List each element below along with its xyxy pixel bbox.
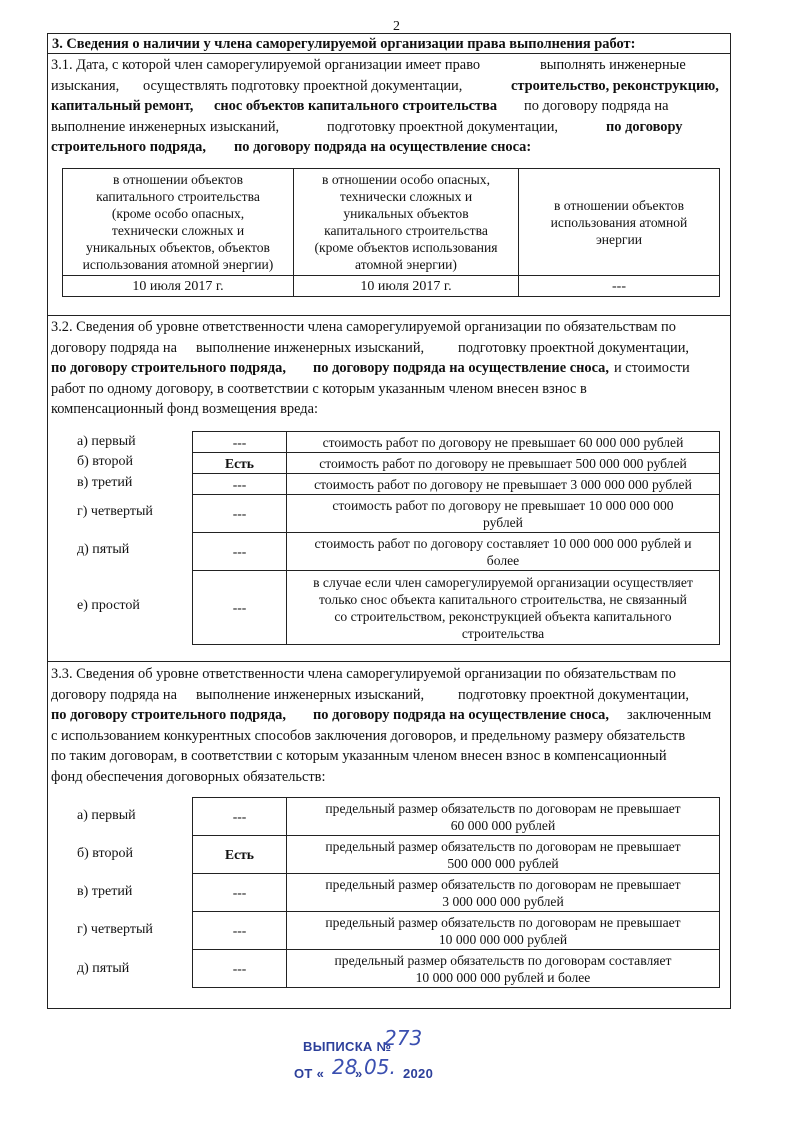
level-desc: предельный размер обязательств по договорам составляет 10 000 000 000 рублей и более [287,950,720,988]
level-desc: предельный размер обязательств по договорам не превышает 3 000 000 000 рублей [287,874,720,912]
p31-line4a: выполнение инженерных изысканий, [51,119,280,135]
p32-line2b: выполнение инженерных изысканий, [196,340,425,356]
p33-line1: 3.3. Сведения об уровне ответственности члена саморегулируемой организации по обязательствам по [51,666,676,682]
table-3-2 [192,431,720,645]
p33-line2c: подготовку проектной документации, [458,687,690,703]
level-desc: предельный размер обязательств по договорам не превышает 60 000 000 рублей [287,798,720,836]
p31-line2c: строительство, реконструкцию, [511,78,719,94]
p32-line5: компенсационный фонд возмещения вреда: [51,401,318,417]
p32-line4: работ по одному договору, в соответствии с которым указанным членом внесен взнос в [51,381,587,397]
table-3-1-header-1: в отношении объектов капитального строительства (кроме особо опасных, технически сложных и уникальных объектов, объектов использования атомной энергии) [63,169,294,276]
level-desc: в случае если член саморегулируемой организации осуществляет только снос объекта капитального строительства, не связанный со строительством, реконструкцией объекта капитального строительства [287,571,720,645]
level-3-3-label: а) первый [77,808,136,823]
p31-line2b: осуществлять подготовку проектной документации, [143,78,463,94]
p33-line4: с использованием конкурентных способов заключения договоров, и предельному размеру обязательств [51,728,686,744]
level-mark: --- [193,950,287,988]
table-3-3 [192,797,720,988]
level-3-3-label: в) третий [77,884,133,899]
divider-3-2 [47,315,731,316]
table-3-1-header-3: в отношении объектов использования атомной энергии [519,169,720,276]
table-3-1-value-1: 10 июля 2017 г. [63,276,294,297]
table-row [193,474,720,495]
level-desc: стоимость работ по договору не превышает 500 000 000 рублей [287,453,720,474]
p31-line3a: капитальный ремонт, [51,98,194,114]
p31-line5b: по договору подряда на осуществление сноса: [234,139,532,155]
level-3-2-label: в) третий [77,475,133,490]
level-3-2-label: е) простой [77,598,140,613]
level-3-2-label: б) второй [77,454,133,469]
p31-line4c: по договору [606,119,683,135]
table-3-1-header-row [63,169,720,276]
table-row [193,453,720,474]
stamp-date-sep: » [355,1066,363,1081]
level-mark: --- [193,533,287,571]
table-row [193,836,720,874]
stamp-day: 28 [332,1055,358,1079]
level-mark: --- [193,798,287,836]
p33-line3a: по договору строительного подряда, [51,707,286,723]
table-3-1-value-2: 10 июля 2017 г. [294,276,519,297]
table-row [193,571,720,645]
section-title: 3. Сведения о наличии у члена саморегулируемой организации права выполнения работ: [52,36,636,52]
level-desc: стоимость работ по договору не превышает 60 000 000 рублей [287,432,720,453]
level-mark: --- [193,874,287,912]
p32-line3b: по договору подряда на осуществление сноса, [313,360,609,376]
level-mark: --- [193,495,287,533]
level-mark: --- [193,571,287,645]
level-3-3-label: б) второй [77,846,133,861]
divider-3-3 [47,661,731,662]
level-desc: предельный размер обязательств по договорам не превышает 500 000 000 рублей [287,836,720,874]
level-mark: --- [193,912,287,950]
table-row [193,950,720,988]
level-desc: стоимость работ по договору не превышает 3 000 000 000 рублей [287,474,720,495]
level-3-2-label: д) пятый [77,542,130,557]
table-3-1 [62,168,720,297]
table-row [193,912,720,950]
p33-line2b: выполнение инженерных изысканий, [196,687,425,703]
table-row [193,495,720,533]
p31-line2a: изыскания, [51,78,120,94]
level-mark: Есть [193,453,287,474]
stamp-year: 2020 [403,1066,434,1081]
stamp-month: 05. [364,1055,396,1079]
p31-line4b: подготовку проектной документации, [327,119,559,135]
p31-line3b: снос объектов капитального строительства [214,98,498,114]
level-mark: Есть [193,836,287,874]
p32-line2a: договору подряда на [51,340,177,356]
level-mark: --- [193,474,287,495]
table-row [193,798,720,836]
stamp-title: ВЫПИСКА № [303,1039,392,1054]
level-3-3-label: г) четвертый [77,922,153,937]
level-mark: --- [193,432,287,453]
p31-line3c: по договору подряда на [524,98,669,114]
level-desc: стоимость работ по договору не превышает 10 000 000 000 рублей [287,495,720,533]
p31-line1: 3.1. Дата, с которой член саморегулируемой организации имеет право [51,57,481,73]
table-3-1-value-3: --- [519,276,720,297]
level-3-3-label: д) пятый [77,961,130,976]
p32-line1: 3.2. Сведения об уровне ответственности члена саморегулируемой организации по обязательствам по [51,319,676,335]
stamp-date-prefix: ОТ « [294,1066,325,1081]
p33-line3b: по договору подряда на осуществление сноса, [313,707,609,723]
table-3-1-value-row [63,276,720,297]
level-3-2-label: г) четвертый [77,504,153,519]
p33-line2a: договору подряда на [51,687,177,703]
page-number: 2 [393,19,400,34]
level-desc: предельный размер обязательств по договорам не превышает 10 000 000 000 рублей [287,912,720,950]
p33-line3c: заключенным [627,707,712,723]
table-row [193,533,720,571]
p31-line5a: строительного подряда, [51,139,206,155]
table-row [193,432,720,453]
p31-line1b: выполнять инженерные [540,57,686,73]
table-row [193,874,720,912]
p32-line3c: и стоимости [614,360,690,376]
p33-line5: по таким договорам, в соответствии с которым указанным членом внесен взнос в компенсационный [51,748,667,764]
table-3-1-header-2: в отношении особо опасных, технически сложных и уникальных объектов капитального строительства (кроме объектов использования атомной энергии) [294,169,519,276]
p32-line3a: по договору строительного подряда, [51,360,286,376]
p33-line6: фонд обеспечения договорных обязательств: [51,769,326,785]
level-desc: стоимость работ по договору составляет 10 000 000 000 рублей и более [287,533,720,571]
stamp-number: 273 [384,1026,423,1050]
p32-line2c: подготовку проектной документации, [458,340,690,356]
level-3-2-label: а) первый [77,434,136,449]
